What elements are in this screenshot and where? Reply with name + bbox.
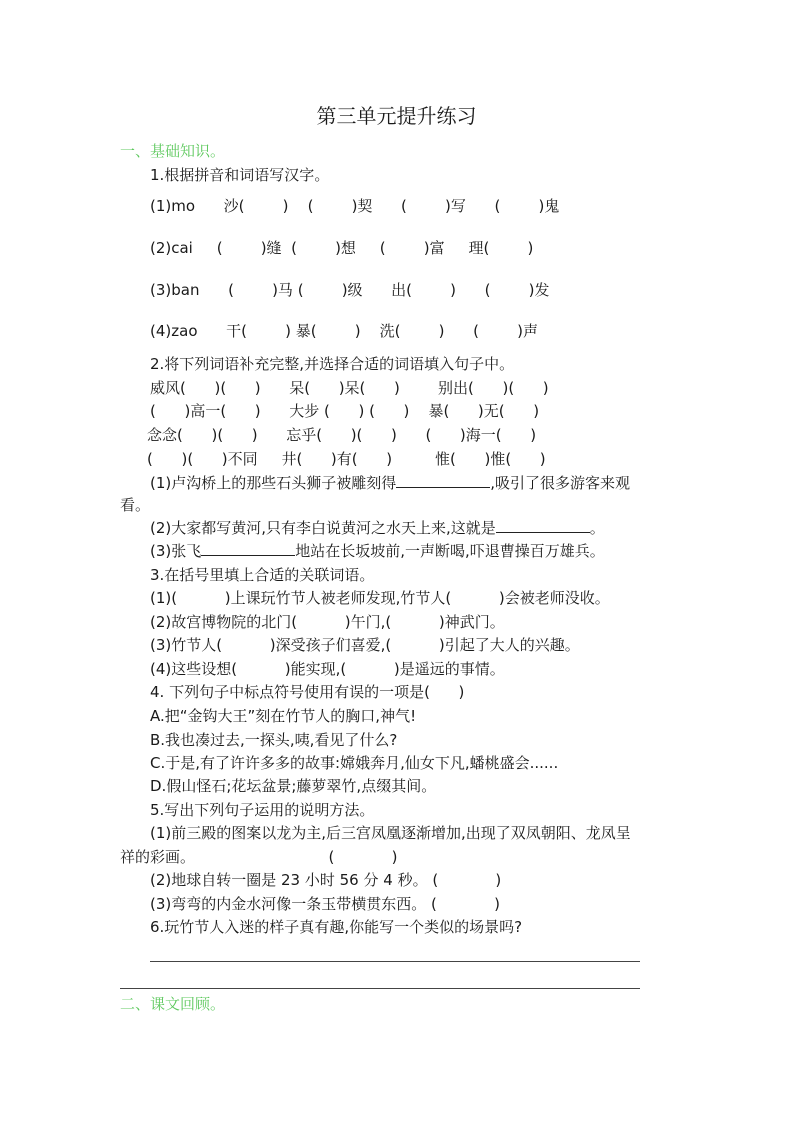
sentence-text: (3)张飞: [150, 542, 202, 560]
sentence-1: [150, 473, 630, 493]
question-5-item: (3)弯弯的内金水河像一条玉带横贯东西。 ( ): [150, 895, 500, 913]
question-3-prompt: 3.在括号里填上合适的关联词语。: [150, 566, 375, 584]
idiom-row: 念念( )( ) 忘乎( )( ) ( )海一( ): [147, 426, 537, 444]
option-d: D.假山怪石;花坛盆景;藤萝翠竹,点缀其间。: [150, 777, 437, 795]
pinyin-row: (1)mo 沙( ) ( )契 ( )写 ( )鬼: [150, 197, 560, 215]
answer-blank[interactable]: [201, 541, 295, 556]
option-a: A.把“金钩大王”刻在竹节人的胸口,神气!: [150, 707, 417, 725]
question-3-item: (3)竹节人( )深受孩子们喜爱,( )引起了大人的兴趣。: [150, 636, 580, 654]
question-5-item: (2)地球自转一圈是 23 小时 56 分 4 秒。 ( ): [150, 871, 502, 889]
idiom-row: ( )( )不同 井( )有( ) 惟( )惟( ): [147, 450, 546, 468]
answer-line[interactable]: [150, 961, 640, 962]
question-3-item: (2)故宫博物院的北门( )午门,( )神武门。: [150, 613, 505, 631]
answer-line[interactable]: [120, 988, 640, 989]
pinyin-row: (4)zao 干( ) 暴( ) 洗( ) ( )声: [150, 322, 538, 340]
sentence-3: [150, 541, 605, 561]
pinyin-row: (2)cai ( )缝 ( )想 ( )富 理( ): [150, 239, 534, 257]
option-c: C.于是,有了许许多多的故事:嫦娥奔月,仙女下凡,蟠桃盛会......: [150, 754, 559, 772]
question-3-item: (4)这些设想( )能实现,( )是遥远的事情。: [150, 660, 505, 678]
question-6-prompt: 6.玩竹节人入迷的样子真有趣,你能写一个类似的场景吗?: [150, 918, 523, 936]
question-5-prompt: 5.写出下列句子运用的说明方法。: [150, 801, 375, 819]
question-2-prompt: 2.将下列词语补充完整,并选择合适的词语填入句子中。: [150, 355, 515, 373]
question-1-prompt: 1.根据拼音和词语写汉字。: [150, 166, 330, 184]
idiom-row: 威风( )( ) 呆( )呆( ) 别出( )( ): [150, 379, 549, 397]
answer-blank[interactable]: [396, 473, 490, 488]
pinyin-row: (3)ban ( )马 ( )级 出( ) ( )发: [150, 281, 550, 299]
page-title: 第三单元提升练习: [316, 104, 477, 128]
idiom-row: ( )高一( ) 大步 ( ) ( ) 暴( )无( ): [150, 402, 540, 420]
sentence-text: (1)卢沟桥上的那些石头狮子被雕刻得: [150, 474, 397, 492]
question-5-item: (1)前三殿的图案以龙为主,后三宫凤凰逐渐增加,出现了双凤朝阳、龙凤呈: [150, 824, 631, 842]
question-4-prompt: 4. 下列句子中标点符号使用有误的一项是( ): [150, 683, 465, 701]
section-heading-basics: 一、基础知识。: [120, 142, 226, 160]
option-b: B.我也凑过去,一探头,咦,看见了什么?: [150, 731, 398, 749]
sentence-text: (2)大家都写黄河,只有李白说黄河之水天上来,这就是: [150, 519, 496, 537]
sentence-2: [150, 518, 605, 538]
question-3-item: (1)( )上课玩竹节人被老师发现,竹节人( )会被老师没收。: [150, 589, 610, 607]
sentence-text: 。: [589, 519, 605, 537]
sentence-text: 地站在长坂坡前,一声断喝,吓退曹操百万雄兵。: [295, 542, 605, 560]
sentence-text: ,吸引了很多游客来观: [490, 474, 631, 492]
sentence-1-continued: 看。: [120, 496, 151, 514]
section-heading-review: 二、课文回顾。: [120, 995, 226, 1013]
question-5-item-continued: 祥的彩画。 ( ): [120, 848, 398, 866]
answer-blank[interactable]: [496, 518, 590, 533]
